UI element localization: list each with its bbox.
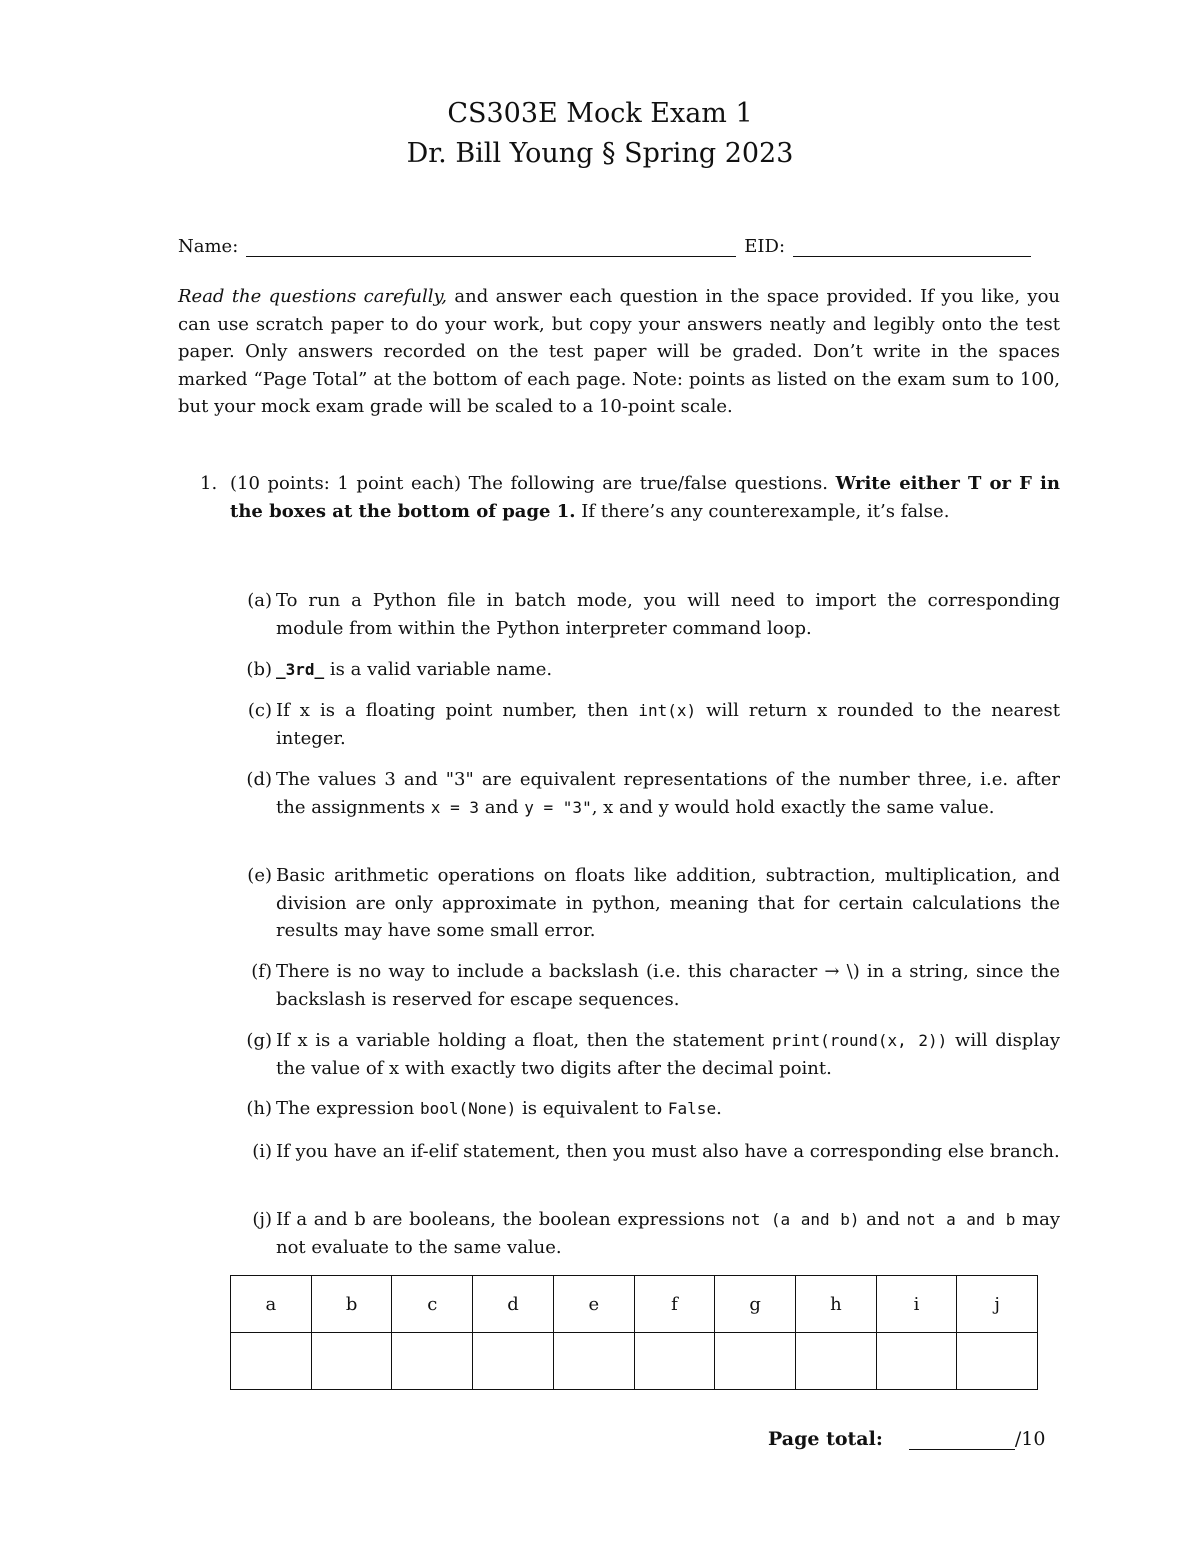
- part-text: If a and b are booleans, the boolean expressions not (a and b) and not a and b may not evaluate to the same value.: [276, 1209, 1061, 1258]
- answer-header-cell: e: [553, 1276, 634, 1333]
- question-number: 1.: [200, 473, 218, 494]
- part-b: [232, 656, 1060, 684]
- answer-header-cell: a: [231, 1276, 312, 1333]
- inline-code: False: [667, 1099, 717, 1118]
- answer-header-cell: d: [473, 1276, 554, 1333]
- question-intro-start: (10 points: 1 point each) The following are true/false questions.: [230, 473, 836, 494]
- inline-code: not (a and b): [731, 1210, 860, 1229]
- part-label: (d): [246, 769, 272, 790]
- part-text: Basic arithmetic operations on floats like addition, subtraction, multiplication, and division are only approximate in python, meaning that for certain calculations the results may have some small error.: [276, 865, 1060, 941]
- part-c: [232, 697, 1060, 752]
- answer-box[interactable]: [392, 1333, 473, 1390]
- answer-header-cell: b: [311, 1276, 392, 1333]
- page-total-label: Page total:: [768, 1428, 883, 1450]
- part-a: [232, 587, 1060, 642]
- inline-code: x = 3: [430, 797, 479, 817]
- part-label: (h): [246, 1098, 272, 1119]
- instructions: [178, 283, 1060, 421]
- part-label: (a): [247, 590, 272, 611]
- question-intro-end: If there’s any counterexample, it’s false.: [575, 500, 950, 522]
- name-label: Name:: [178, 236, 239, 257]
- answer-box[interactable]: [876, 1333, 957, 1390]
- answer-box[interactable]: [796, 1333, 877, 1390]
- part-label: (i): [252, 1141, 272, 1162]
- eid-field[interactable]: [793, 238, 1031, 257]
- answer-header-cell: h: [796, 1276, 877, 1333]
- part-label: (b): [246, 659, 272, 680]
- part-text: To run a Python file in batch mode, you will need to import the corresponding module from within the Python interpreter command loop.: [276, 590, 1060, 639]
- answer-table: [230, 1275, 1038, 1390]
- answer-header-cell: i: [876, 1276, 957, 1333]
- page-total-field: [909, 1431, 1015, 1450]
- name-field[interactable]: [246, 238, 736, 257]
- inline-code: print(round(x, 2)): [771, 1031, 948, 1050]
- answer-header-cell: j: [957, 1276, 1038, 1333]
- inline-code: not a and b: [906, 1210, 1016, 1229]
- exam-title: CS303E Mock Exam 1: [447, 98, 753, 129]
- part-h: [232, 1095, 1060, 1123]
- answer-header-cell: c: [392, 1276, 473, 1333]
- instructions-text: and answer each question in the space provided. If you like, you can use scratch paper to do your work, but copy your answers neatly and legibly onto the test paper. Only answers recorded on the test paper will be graded. Don’t write in the spaces marked “Page Total” at the bottom of each page. Note: points as listed on the exam sum to 100, but your mock exam grade will be scaled to a 10-point scale.: [178, 286, 1060, 417]
- exam-subtitle: Dr. Bill Young § Spring 2023: [406, 138, 794, 169]
- inline-code: y = "3": [524, 797, 592, 817]
- answer-box[interactable]: [634, 1333, 715, 1390]
- part-g: [232, 1027, 1060, 1082]
- part-e: [232, 862, 1060, 945]
- answer-box[interactable]: [231, 1333, 312, 1390]
- question-1: [200, 470, 1060, 525]
- inline-code: _3rd_: [276, 660, 325, 679]
- answer-header-cell: f: [634, 1276, 715, 1333]
- answer-box[interactable]: [715, 1333, 796, 1390]
- part-label: (e): [247, 865, 272, 886]
- inline-code: bool(None): [419, 1099, 517, 1118]
- instructions-lead: Read the questions carefully,: [178, 286, 448, 307]
- answer-box[interactable]: [553, 1333, 634, 1390]
- answer-box[interactable]: [473, 1333, 554, 1390]
- page-total-max: /10: [1014, 1428, 1046, 1450]
- part-text: The expression bool(None) is equivalent to False.: [276, 1098, 722, 1119]
- answer-input-row: [231, 1333, 1038, 1390]
- page-total: [768, 1428, 1045, 1450]
- inline-code: int(x): [638, 701, 697, 720]
- student-info-row: [178, 236, 1060, 257]
- part-i: [232, 1138, 1060, 1166]
- question-intro-emphasis: Write either T or F in the boxes at the bottom of page 1.: [230, 473, 1060, 522]
- eid-label: EID:: [744, 236, 786, 257]
- answer-header-cell: g: [715, 1276, 796, 1333]
- part-text: If x is a floating point number, then int(x) will return x rounded to the nearest integer.: [276, 700, 1060, 749]
- part-text: The values 3 and "3" are equivalent representations of the number three, i.e. after the assignments x = 3 and y = "3", x and y would hold exactly the same value.: [276, 769, 1060, 818]
- part-d: [232, 766, 1060, 821]
- question-intro: [230, 470, 1060, 525]
- part-f: [232, 958, 1060, 1013]
- part-text: There is no way to include a backslash (i.e. this character → \) in a string, since the backslash is reserved for escape sequences.: [276, 961, 1060, 1010]
- answer-box[interactable]: [957, 1333, 1038, 1390]
- part-label: (c): [247, 700, 272, 721]
- part-label: (j): [252, 1209, 272, 1230]
- part-text: _3rd_ is a valid variable name.: [276, 659, 553, 680]
- answer-box[interactable]: [311, 1333, 392, 1390]
- answer-header-row: [231, 1276, 1038, 1333]
- part-j: [232, 1206, 1060, 1261]
- part-label: (f): [251, 961, 272, 982]
- part-text: If x is a variable holding a float, then the statement print(round(x, 2)) will display the value of x with exactly two digits after the decimal point.: [276, 1030, 1060, 1079]
- part-label: (g): [246, 1030, 272, 1051]
- part-text: If you have an if-elif statement, then you must also have a corresponding else branch.: [276, 1141, 1060, 1162]
